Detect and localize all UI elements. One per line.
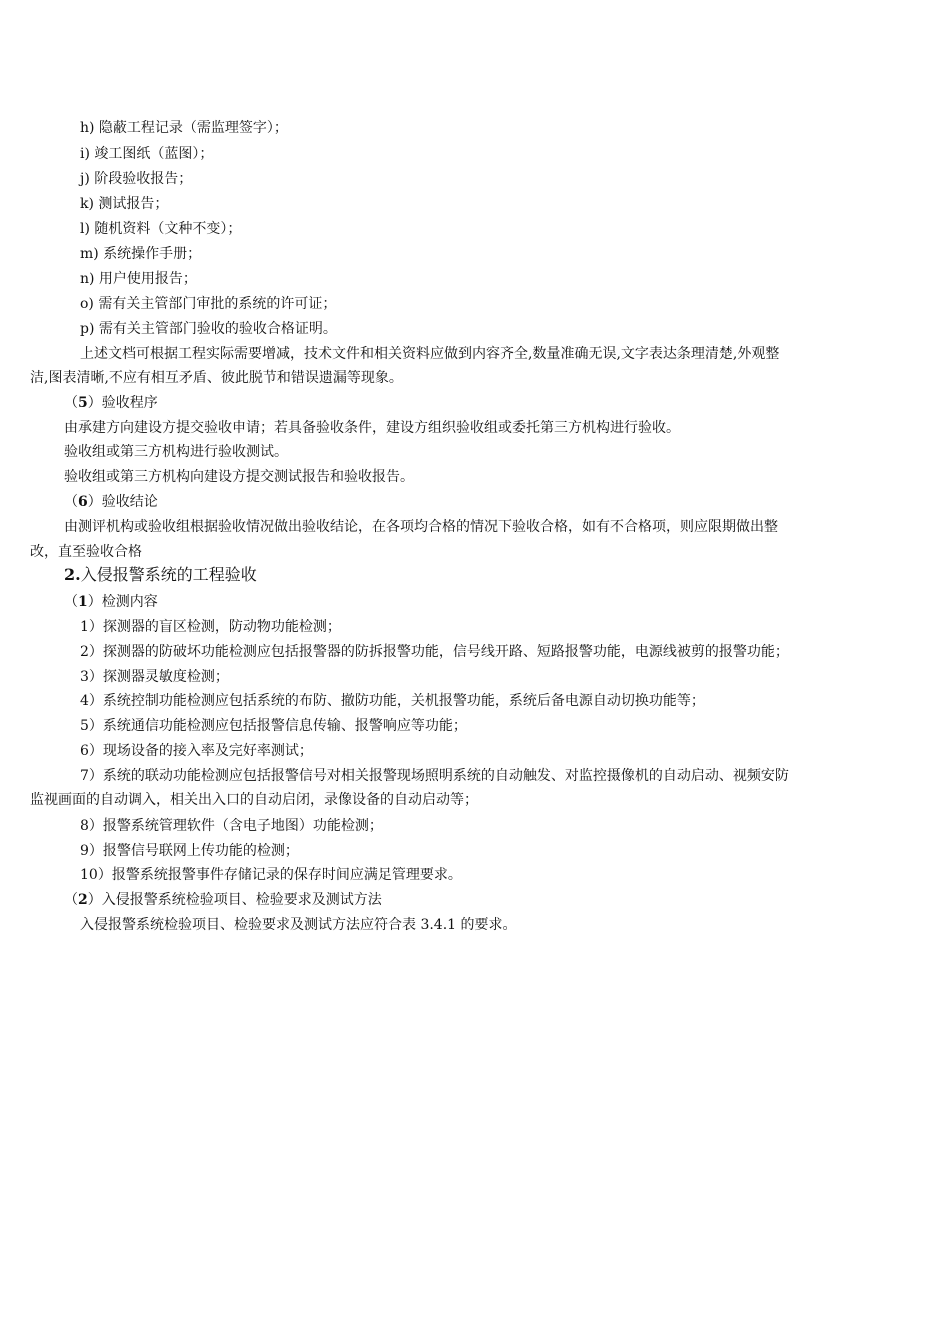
sub1-item-8: 8）报警系统管理软件（含电子地图）功能检测； bbox=[80, 818, 383, 834]
sub1-item-10: 10）报警系统报警事件存储记录的保存时间应满足管理要求。 bbox=[80, 867, 462, 883]
section6-text-line1: 由测评机构或验收组根据验收情况做出验收结论，在各项均合格的情况下验收合格，如有不合格项，则应限期做出整 bbox=[64, 519, 778, 535]
doc-item-k: k) 测试报告； bbox=[80, 196, 169, 212]
sub1-item-5: 5）系统通信功能检测应包括报警信息传输、报警响应等功能； bbox=[80, 718, 467, 734]
doc-item-j: j) 阶段验收报告； bbox=[80, 171, 193, 187]
doc-item-n: n) 用户使用报告； bbox=[80, 271, 197, 287]
section5-heading bbox=[64, 394, 158, 412]
sub1-item-7-line2: 监视画面的自动调入，相关出入口的自动启闭，录像设备的自动启动等； bbox=[30, 792, 478, 808]
sub2-number: 2 bbox=[78, 892, 88, 908]
section6-title: ）验收结论 bbox=[87, 494, 158, 510]
sub2-title: ）入侵报警系统检验项目、检验要求及测试方法 bbox=[87, 892, 382, 908]
doc-item-p: p) 需有关主管部门验收的验收合格证明。 bbox=[80, 321, 337, 337]
section6-text-line2: 改，直至验收合格 bbox=[30, 544, 142, 560]
sub2-open: （ bbox=[64, 892, 78, 908]
doc-item-i: i) 竣工图纸（蓝图）； bbox=[80, 146, 214, 162]
sub1-item-3: 3）探测器灵敏度检测； bbox=[80, 669, 229, 685]
doc-item-m: m) 系统操作手册； bbox=[80, 246, 202, 262]
sub2-text: 入侵报警系统检验项目、检验要求及测试方法应符合表 3.4.1 的要求。 bbox=[80, 917, 517, 933]
section6-number: 6 bbox=[78, 494, 88, 510]
sub1-number: 1 bbox=[78, 594, 88, 610]
sub1-item-9: 9）报警信号联网上传功能的检测； bbox=[80, 843, 299, 859]
heading-2-number: 2. bbox=[64, 565, 81, 584]
sub1-heading bbox=[64, 593, 158, 611]
sub1-item-7-line1: 7）系统的联动功能检测应包括报警信号对相关报警现场照明系统的自动触发、对监控摄像机的自动启动、视频安防 bbox=[80, 768, 789, 784]
section6-heading bbox=[64, 493, 158, 511]
section5-open: （ bbox=[64, 395, 78, 411]
section5-step-3: 验收组或第三方机构向建设方提交测试报告和验收报告。 bbox=[64, 469, 414, 485]
section6-open: （ bbox=[64, 494, 78, 510]
sub1-item-1: 1）探测器的盲区检测，防动物功能检测； bbox=[80, 619, 341, 635]
heading-2 bbox=[64, 566, 257, 584]
section5-number: 5 bbox=[78, 395, 88, 411]
sub1-item-4: 4）系统控制功能检测应包括系统的布防、撤防功能，关机报警功能，系统后备电源自动切换功能等； bbox=[80, 693, 705, 709]
sub1-title: ）检测内容 bbox=[87, 594, 158, 610]
sub1-item-2: 2）探测器的防破坏功能检测应包括报警器的防拆报警功能，信号线开路、短路报警功能，电源线被剪的报警功能； bbox=[80, 644, 789, 660]
sub2-heading bbox=[64, 891, 382, 909]
section5-step-2: 验收组或第三方机构进行验收测试。 bbox=[64, 444, 288, 460]
section5-step-1: 由承建方向建设方提交验收申请；若具备验收条件，建设方组织验收组或委托第三方机构进行验收。 bbox=[64, 420, 680, 436]
sub1-item-6: 6）现场设备的接入率及完好率测试； bbox=[80, 743, 313, 759]
doc-item-h: h) 隐蔽工程记录（需监理签字）； bbox=[80, 120, 288, 136]
heading-2-title: 入侵报警系统的工程验收 bbox=[80, 565, 257, 584]
sub1-open: （ bbox=[64, 594, 78, 610]
doc-item-o: o) 需有关主管部门审批的系统的许可证； bbox=[80, 296, 337, 312]
section5-title: ）验收程序 bbox=[87, 395, 158, 411]
docs-note-line2: 洁,图表清晰,不应有相互矛盾、彼此脱节和错误遗漏等现象。 bbox=[30, 370, 403, 386]
doc-item-l: l) 随机资料（文种不变）； bbox=[80, 221, 242, 237]
docs-note-line1: 上述文档可根据工程实际需要增减，技术文件和相关资料应做到内容齐全,数量准确无误,文字表达条理清楚,外观整 bbox=[80, 346, 780, 362]
